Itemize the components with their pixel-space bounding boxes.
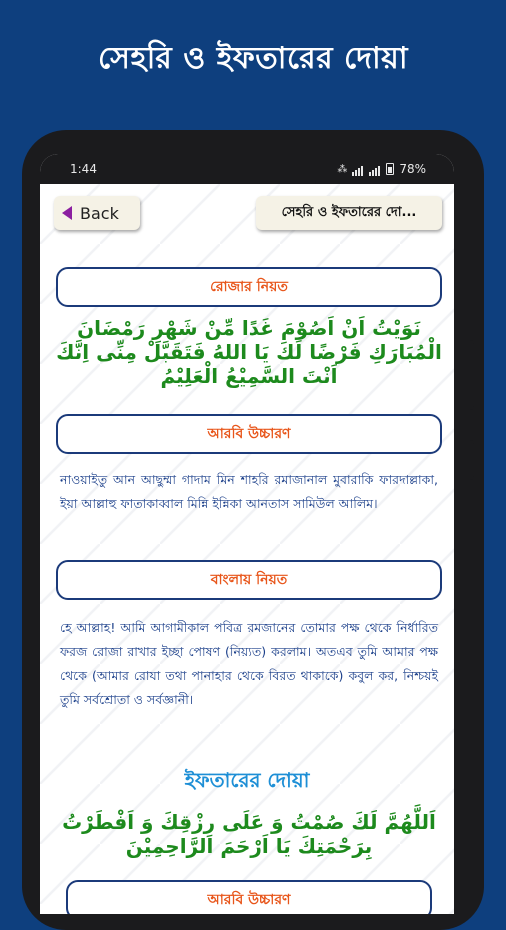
back-button-label: Back xyxy=(80,203,119,223)
cell-signal-icon xyxy=(352,162,364,176)
promo-title: সেহরি ও ইফতারের দোয়া xyxy=(97,41,409,76)
bangla-text: হে আল্লাহ! আমি আগামীকাল পবিত্র রমজানের তোমার পক্ষ থেকে নির্ধারিত ফরজ রোজা রাখার ইচ্ছা পোষণ (নিয়্যত) করলাম। অতএব তুমি আমার পক্ষ থেকে (আমার রোযা তথা পানাহার থেকে বিরত থাকাকে) কবুল কর, নিশ্চয়ই তুমি সর্বশ্রোতা ও সর্বজ্ঞানী। xyxy=(60,620,438,707)
back-button[interactable] xyxy=(54,196,140,230)
data-signal-icon: ⁂ xyxy=(337,163,348,175)
iftar-arabic-text: اَللَّهُمَّ لَكَ صُمْتُ وَ عَلَى رِزْقِكَ وَ اَفْطَرْتُ بِرَحْمَتِكَ يَا اَرْحَمَ الرَّاحِمِيْنَ xyxy=(62,810,436,858)
battery-percent: 78% xyxy=(399,162,426,176)
bangla-heading: বাংলায় নিয়ত xyxy=(56,560,442,600)
niyat-arabic-text: نَوَيْتُ اَنْ اَصُوْمَ غَدًا مِّنْ شَهْرِ رَمْضَانَ الْمُبَارَكِ فَرْضًا لَكَ يَا اللهُ فَتَقَبَّلْ مِنِّى اِنَّكَ اَنْتَ السَّمِيْعُ الْعَلِيْمُ xyxy=(56,316,442,388)
pronunciation-heading: আরবি উচ্চারণ xyxy=(56,414,442,454)
cell-signal-2-icon xyxy=(369,162,381,176)
app-content xyxy=(40,184,454,914)
iftar-heading: ইফতারের দোয়া xyxy=(184,768,310,792)
status-time: 1:44 xyxy=(70,162,97,176)
toolbar xyxy=(40,184,454,240)
niyat-heading: রোজার নিয়ত xyxy=(56,267,442,307)
iftar-pronunciation-heading: আরবি উচ্চারণ xyxy=(66,880,432,914)
phone-screen xyxy=(40,154,454,914)
pronunciation-text: নাওয়াইতু আন আছুম্মা গাদাম মিন শাহরি রমাজানাল মুবারাকি ফারদাল্লাকা, ইয়া আল্লাহু ফাতাকাব্বাল মিন্নি ইন্নিকা আনতাস সামিউল আলিম। xyxy=(60,472,438,511)
back-arrow-icon xyxy=(62,206,72,220)
status-bar xyxy=(40,154,454,184)
page-title: সেহরি ও ইফতারের দো... xyxy=(256,196,442,230)
phone-power-button xyxy=(466,440,474,480)
status-icons xyxy=(337,162,426,176)
phone-volume-button xyxy=(466,340,474,410)
battery-icon xyxy=(386,163,394,175)
